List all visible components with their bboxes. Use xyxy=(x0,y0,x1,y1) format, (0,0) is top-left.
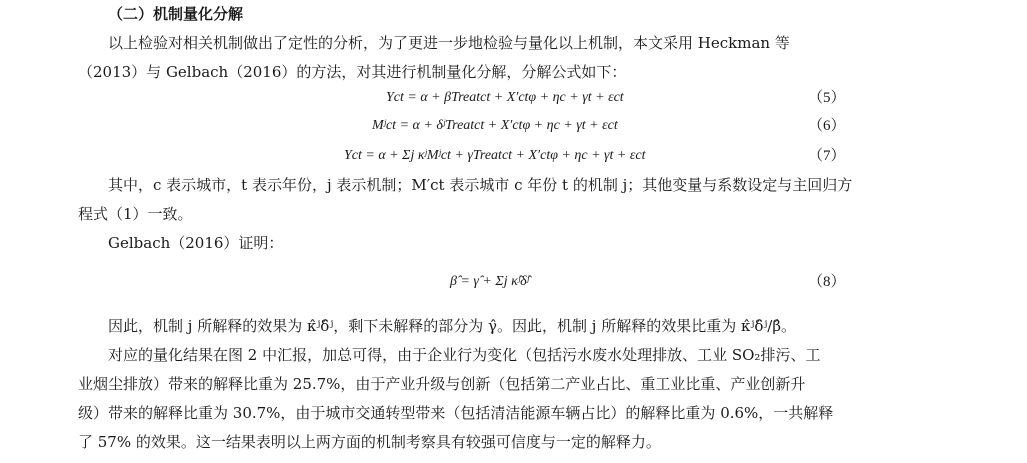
equation-5: Yct = α + βTreatct + X′ctφ + ηc + γt + εct xyxy=(386,90,624,105)
paragraph-line: 因此，机制 j 所解释的效果为 κ̂ʲδ̂ʲ，剩下未解释的部分为 γ̂。因此，机制 j 所解释的效果比重为 κ̂ʲδ̂ʲ/β̂。 xyxy=(108,317,797,335)
equation-8: β̂ = γ̂ + Σj κ̂ʲδ̂ʲ xyxy=(450,274,529,289)
paragraph-line: 了 57% 的效果。这一结果表明以上两方面的机制考察具有较强可信度与一定的解释力。 xyxy=(78,433,661,451)
paragraph-line: 对应的量化结果在图 2 中汇报，加总可得，由于企业行为变化（包括污水废水处理排放、工业 SO₂排污、工 xyxy=(108,346,821,364)
equation-number: （7） xyxy=(808,148,846,164)
equation-number: （5） xyxy=(808,90,846,106)
equation-number: （8） xyxy=(808,274,846,290)
paragraph-line: 级）带来的解释比重为 30.7%，由于城市交通转型带来（包括清洁能源车辆占比）的解释比重为 0.6%，一共解释 xyxy=(78,404,834,422)
equation-7: Yct = α + Σj κʲMʲct + γTreatct + X′ctφ + ηc + γt + εct xyxy=(344,148,646,163)
equation-6: Mʲct = α + δʲTreatct + X′ctφ + ηc + γt + εct xyxy=(372,118,618,133)
paragraph-line: （2013）与 Gelbach（2016）的方法，对其进行机制量化分解，分解公式如下： xyxy=(78,63,627,81)
equation-number: （6） xyxy=(808,118,846,134)
paragraph-line: Gelbach（2016）证明： xyxy=(108,234,284,252)
paragraph-line: 其中，c 表示城市，t 表示年份，j 表示机制；M′ct 表示城市 c 年份 t 的机制 j；其他变量与系数设定与主回归方 xyxy=(108,176,853,194)
paragraph-line: 程式（1）一致。 xyxy=(78,205,193,223)
paragraph-line: 以上检验对相关机制做出了定性的分析，为了更进一步地检验与量化以上机制，本文采用 Heckman 等 xyxy=(108,34,790,52)
paragraph-line: 业烟尘排放）带来的解释比重为 25.7%，由于产业升级与创新（包括第二产业占比、重工业比重、产业创新升 xyxy=(78,375,806,393)
section-heading: （二）机制量化分解 xyxy=(108,5,244,23)
